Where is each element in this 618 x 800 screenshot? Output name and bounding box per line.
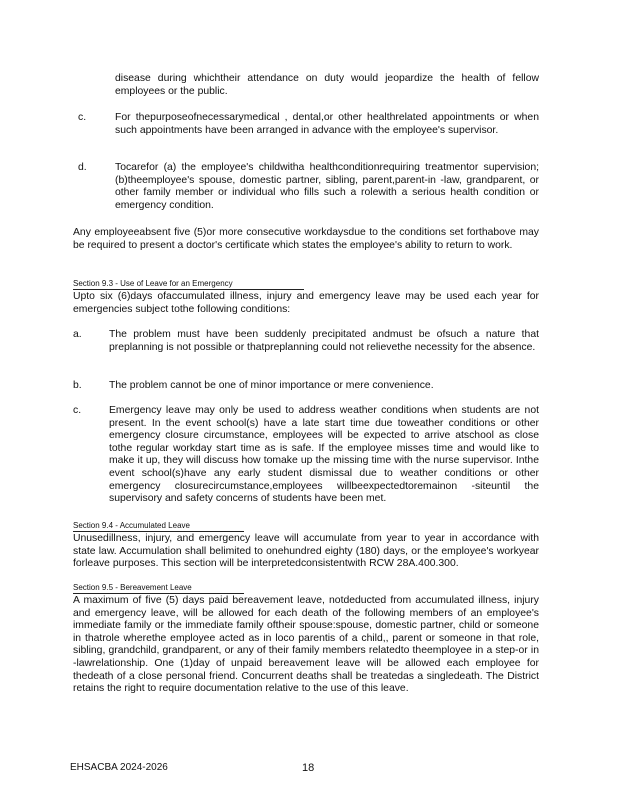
list-item-label: c. bbox=[78, 112, 87, 123]
section-9-5-text: A maximum of five (5) days paid bereavement leave, notdeducted from accumulated illness, injury and emergency leave, will be allowed for each death of the following members of an employee's immediate family or the immediate family oftheir spouse:spouse, domestic partner, child or someone in thatrole wherethe employee acted as in loco parentis of a child,, parent or someone in that role, sibling, grandchild, grandparent, or any of their family members relatedto theemployee in a step-or in -lawrelationship. One (1)day of unpaid bereavement leave will be allowed each employee for thedeath of a close personal friend. Concurrent deaths shall be treatedas a singledeath. The District retains the right to require documentation relative to the use of this leave. bbox=[73, 595, 539, 695]
footer-document-id: EHSACBA 2024-2026 bbox=[70, 762, 168, 773]
list-item-text: For thepurposeofnecessarymedical , dental,or other healthrelated appointments or when such appointments have been arranged in advance with the employee's supervisor. bbox=[115, 112, 539, 136]
list-item-text: The problem cannot be one of minor importance or mere convenience. bbox=[109, 380, 434, 391]
list-item-label: a. bbox=[73, 329, 82, 340]
section-9-3-intro: Upto six (6)days ofaccumulated illness, injury and emergency leave may be used each year for emergencies subject tothe following conditions: bbox=[73, 291, 539, 315]
section-9-4-text: Unusedillness, injury, and emergency leave will accumulate from year to year in accordance with state law. Accumulation shall belimited to onehundred eighty (180) days, or the employee's workyear forleave purposes. This section will be interpretedconsistentwith RCW 28A.400.300. bbox=[73, 533, 539, 570]
list-item-text: The problem must have been suddenly precipitated andmust be ofsuch a nature that preplanning is not possible or thatpreplanning could not relievethe necessity for the absence. bbox=[109, 329, 539, 353]
list-item-text: Tocarefor (a) the employee's childwitha healthconditionrequiring treatmentor supervision;(b)theemployee's spouse, domestic partner, sibling, parent,parent-in -law, grandparent, or other family member or individual who fills such a rolewith a serious health condition or emergency condition. bbox=[115, 162, 539, 211]
section-9-5-heading: Section 9.5 - Bereavement Leave bbox=[73, 583, 244, 594]
list-item-label: c. bbox=[73, 405, 82, 416]
list-item-label: d. bbox=[78, 162, 87, 173]
intro-continuation-text: disease during whichtheir attendance on duty would jeopardize the health of fellow employees or the public. bbox=[115, 73, 539, 97]
list-item-label: b. bbox=[73, 380, 82, 391]
section-9-3-heading: Section 9.3 - Use of Leave for an Emergency bbox=[73, 279, 304, 290]
doctor-certificate-paragraph: Any employeeabsent five (5)or more consecutive workdaysdue to the conditions set forthabove may be required to present a doctor's certificate which states the employee's ability to return to work. bbox=[73, 227, 539, 251]
list-item-text: Emergency leave may only be used to address weather conditions when students are not present. In the event school(s) have a late start time due toweather conditions or other emergency closure circumstance, employees will be expected to arrive atschool as close tothe regular workday start time as is safe. If the employee misses time and would like to make it up, they will discuss how tomake up the missing time with the nurse supervisor. Inthe event school(s)have any early student dismissal due to weather conditions or other emergency closurecircumstance,employees willbeexpectedtoremainon -siteuntil the supervisory and safety concerns of students have been met. bbox=[109, 405, 539, 505]
section-9-4-heading: Section 9.4 - Accumulated Leave bbox=[73, 521, 244, 532]
footer-page-number: 18 bbox=[302, 762, 315, 774]
